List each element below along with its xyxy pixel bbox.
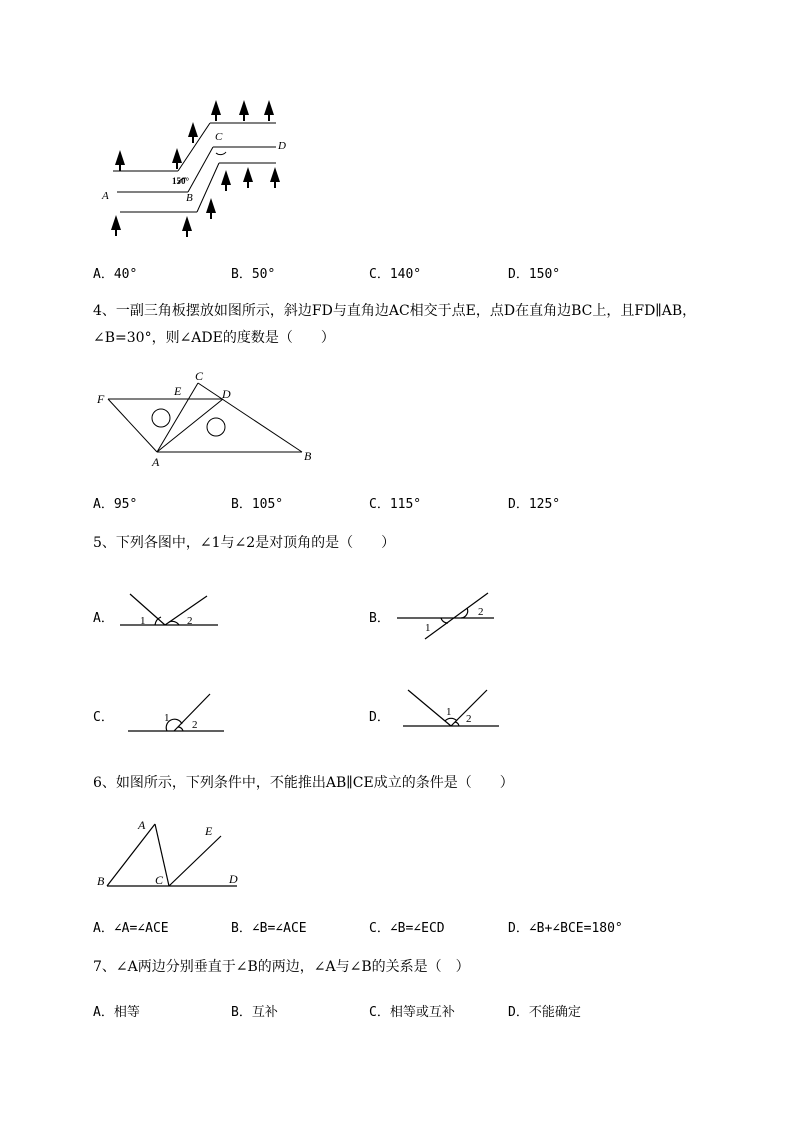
label-A: A [102, 190, 109, 202]
label-B: B [97, 874, 105, 888]
q6-option-b[interactable]: B．∠B=∠ACE [231, 921, 307, 936]
q3-road-figure [95, 95, 295, 245]
label-C: C [215, 131, 223, 143]
angle-2-label: 2 [478, 606, 484, 618]
q6-figure [95, 815, 245, 890]
tree-icon [221, 170, 231, 191]
q4-option-d[interactable]: D．125° [508, 497, 561, 512]
q5-option-a[interactable]: A． [93, 611, 114, 626]
tree-icon [206, 198, 216, 219]
angle-1-label: 1 [164, 712, 170, 724]
q7-option-c[interactable]: C．相等或互补 [369, 1005, 455, 1020]
q6-option-d[interactable]: D．∠B+∠BCE=180° [508, 921, 623, 936]
tree-icon [172, 148, 182, 169]
q6-option-c[interactable]: C．∠B=∠ECD [369, 921, 445, 936]
label-B: B [186, 192, 193, 204]
q4-stem-line1: 4、一副三角板摆放如图所示，斜边FD与直角边AC相交于点E，点D在直角边BC上，且FD∥AB， [93, 303, 697, 319]
label-B: B [304, 449, 312, 463]
q5-figure-a [115, 590, 225, 632]
label-E: E [205, 824, 213, 838]
label-D: D [222, 387, 231, 401]
q5-figure-b [392, 590, 502, 642]
q7-stem: 7、∠A两边分别垂直于∠B的两边，∠A与∠B的关系是（ ） [93, 959, 470, 975]
tree-icon [115, 150, 125, 171]
q6-option-a[interactable]: A．∠A=∠ACE [93, 921, 169, 936]
label-A: A [152, 455, 160, 469]
tree-icon [239, 100, 249, 121]
tree-icon [211, 100, 221, 121]
label-F: F [97, 392, 105, 406]
q4-option-c[interactable]: C．115° [369, 497, 422, 512]
angle-1-label: 1 [140, 615, 146, 627]
tree-icon [111, 215, 121, 236]
label-E: E [174, 384, 182, 398]
q3-option-c[interactable]: C．140° [369, 267, 422, 282]
q3-option-a[interactable]: A．40° [93, 267, 138, 282]
q4-option-b[interactable]: B．105° [231, 497, 284, 512]
tree-icon [264, 100, 274, 121]
q3-option-b[interactable]: B．50° [231, 267, 276, 282]
tree-icon [243, 167, 253, 188]
label-C: C [195, 369, 204, 383]
q7-option-d[interactable]: D．不能确定 [508, 1005, 581, 1020]
angle-2-label: 2 [187, 615, 193, 627]
label-C: C [155, 873, 164, 887]
angle-1-label: 1 [425, 622, 431, 634]
q3-option-d[interactable]: D．150° [508, 267, 561, 282]
tree-icon [182, 216, 192, 237]
q7-option-a[interactable]: A．相等 [93, 1005, 140, 1020]
q4-stem-line2: ∠B=30°，则∠ADE的度数是（ ） [93, 330, 335, 346]
angle-2-label: 2 [192, 719, 198, 731]
angle-label-150: 150° [172, 176, 190, 186]
q4-triangle-figure [95, 365, 325, 470]
tree-icon [270, 167, 280, 188]
angle-2-label: 2 [466, 713, 472, 725]
q5-option-b[interactable]: B． [369, 611, 390, 626]
q4-option-a[interactable]: A．95° [93, 497, 138, 512]
q5-option-c[interactable]: C． [93, 710, 114, 725]
angle-1-label: 1 [446, 706, 452, 718]
label-D: D [229, 872, 238, 886]
label-D: D [278, 140, 286, 152]
q5-stem: 5、下列各图中，∠1与∠2是对顶角的是（ ） [93, 535, 396, 551]
tree-icon [188, 122, 198, 143]
q5-option-d[interactable]: D． [369, 710, 390, 725]
q6-stem: 6、如图所示，下列条件中，不能推出AB∥CE成立的条件是（ ） [93, 775, 514, 791]
q5-figure-d [398, 685, 503, 730]
q7-option-b[interactable]: B．互补 [231, 1005, 278, 1020]
label-A: A [138, 818, 146, 832]
q5-figure-c [123, 690, 233, 735]
